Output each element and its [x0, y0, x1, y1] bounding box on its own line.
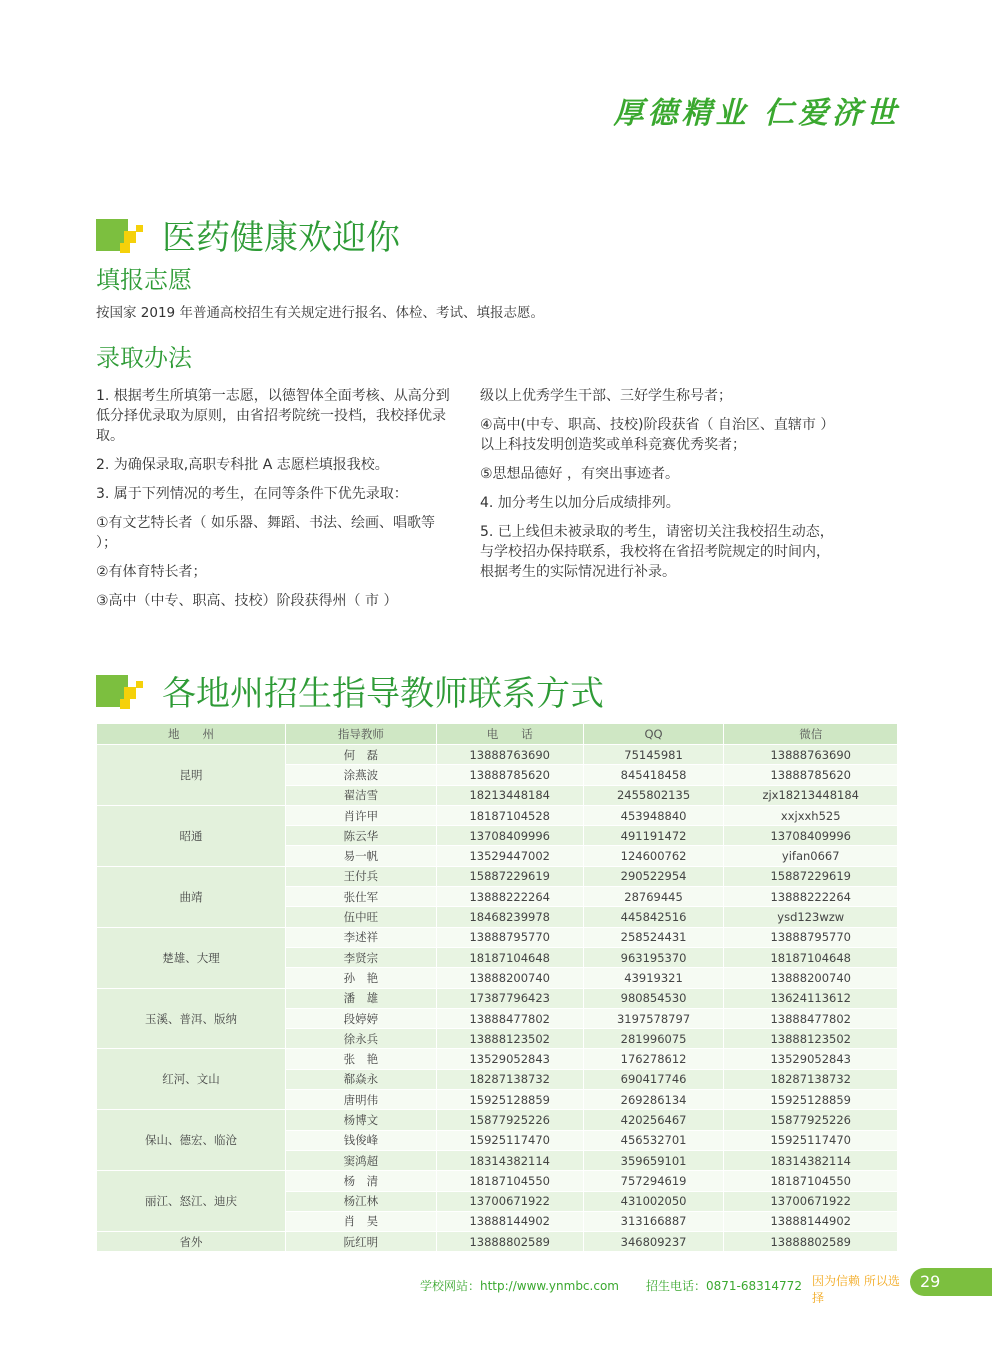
qq-cell: 453948840: [583, 805, 724, 825]
teacher-cell: 王付兵: [286, 866, 437, 886]
phone-cell: 18314382114: [436, 1150, 583, 1170]
teacher-cell: 孙 艳: [286, 968, 437, 988]
qq-cell: 313166887: [583, 1211, 724, 1231]
teacher-cell: 陈云华: [286, 826, 437, 846]
region-cell: 昭通: [97, 805, 286, 866]
region-cell: 省外: [97, 1232, 286, 1252]
qq-cell: 43919321: [583, 968, 724, 988]
admission-left-column: [96, 386, 452, 620]
wechat-cell: 13624113612: [724, 988, 898, 1008]
section-square-icon: [96, 673, 150, 709]
wechat-cell: 13888785620: [724, 765, 898, 785]
motto: 厚德精业 仁爱济世: [613, 96, 900, 131]
wechat-cell: xxjxxh525: [724, 805, 898, 825]
phone-cell: 13888123502: [436, 1029, 583, 1049]
wechat-cell: 13700671922: [724, 1191, 898, 1211]
wechat-cell: zjx18213448184: [724, 785, 898, 805]
phone-cell: 15925117470: [436, 1130, 583, 1150]
phone-cell: 13888144902: [436, 1211, 583, 1231]
region-cell: 昆明: [97, 745, 286, 806]
region-cell: 丽江、怒江、迪庆: [97, 1171, 286, 1232]
teacher-cell: 涂燕波: [286, 765, 437, 785]
admission-item: 1. 根据考生所填第一志愿，以德智体全面考核、从高分到低分择优录取为原则，由省招考院统一投档，我校择优录取。: [96, 388, 450, 444]
section-title: 医药健康欢迎你: [162, 218, 400, 258]
qq-cell: 845418458: [583, 765, 724, 785]
phone-cell: 15877925226: [436, 1110, 583, 1130]
wechat-cell: 18287138732: [724, 1069, 898, 1089]
qq-cell: 431002050: [583, 1191, 724, 1211]
table-row: [97, 866, 898, 886]
wechat-cell: 13888123502: [724, 1029, 898, 1049]
teacher-cell: 杨 清: [286, 1171, 437, 1191]
wechat-cell: 13888144902: [724, 1211, 898, 1231]
teacher-cell: 肖许甲: [286, 805, 437, 825]
qq-cell: 445842516: [583, 907, 724, 927]
qq-cell: 456532701: [583, 1130, 724, 1150]
footer: [0, 1272, 992, 1305]
phone-cell: 13888802589: [436, 1232, 583, 1252]
teacher-cell: 李贤宗: [286, 947, 437, 967]
phone-cell: 13888795770: [436, 927, 583, 947]
teacher-cell: 肖 昊: [286, 1211, 437, 1231]
teacher-cell: 张仕军: [286, 887, 437, 907]
section-title: 各地州招生指导教师联系方式: [162, 674, 604, 714]
apply-text: 按国家 2019 年普通高校招生有关规定进行报名、体检、考试、填报志愿。: [96, 305, 544, 321]
qq-cell: 3197578797: [583, 1008, 724, 1028]
admission-title: 录取办法: [96, 344, 192, 372]
phone-cell: 18468239978: [436, 907, 583, 927]
teacher-cell: 唐明伟: [286, 1090, 437, 1110]
wechat-cell: 13529052843: [724, 1049, 898, 1069]
section-square-icon: [96, 217, 150, 253]
phone-cell: 13888222264: [436, 887, 583, 907]
wechat-cell: 13888222264: [724, 887, 898, 907]
teacher-cell: 段婷婷: [286, 1008, 437, 1028]
qq-cell: 290522954: [583, 866, 724, 886]
qq-cell: 346809237: [583, 1232, 724, 1252]
phone-cell: 13888785620: [436, 765, 583, 785]
wechat-cell: 13708409996: [724, 826, 898, 846]
qq-cell: 757294619: [583, 1171, 724, 1191]
qq-cell: 281996075: [583, 1029, 724, 1049]
wechat-cell: yifan0667: [724, 846, 898, 866]
admission-item: 5. 已上线但未被录取的考生，请密切关注我校招生动态，与学校招办保持联系，我校将在省招考院规定的时间内，根据考生的实际情况进行补录。: [480, 524, 834, 580]
qq-cell: 980854530: [583, 988, 724, 1008]
teacher-cell: 杨博文: [286, 1110, 437, 1130]
admission-item: ②有体育特长者；: [96, 564, 207, 580]
teacher-cell: 窦鸿超: [286, 1150, 437, 1170]
phone-cell: 13529052843: [436, 1049, 583, 1069]
wechat-cell: 18187104648: [724, 947, 898, 967]
table-row: [97, 1232, 898, 1252]
teacher-cell: 何 磊: [286, 745, 437, 765]
teacher-cell: 张 艳: [286, 1049, 437, 1069]
teacher-cell: 李述祥: [286, 927, 437, 947]
column-header: 地 州: [97, 724, 286, 745]
teacher-cell: 伍中旺: [286, 907, 437, 927]
qq-cell: 75145981: [583, 745, 724, 765]
qq-cell: 269286134: [583, 1090, 724, 1110]
column-header: QQ: [583, 724, 724, 745]
region-cell: 红河、文山: [97, 1049, 286, 1110]
table-body: [97, 745, 898, 1252]
page-number: 29: [920, 1272, 941, 1291]
teacher-cell: 阮红明: [286, 1232, 437, 1252]
teacher-cell: 易一帆: [286, 846, 437, 866]
admission-item: 级以上优秀学生干部、三好学生称号者；: [480, 388, 732, 404]
table-row: [97, 1171, 898, 1191]
admission-right-column: [480, 386, 836, 591]
teacher-cell: 钱俊峰: [286, 1130, 437, 1150]
phone-cell: 13888477802: [436, 1008, 583, 1028]
wechat-cell: 15877925226: [724, 1110, 898, 1130]
column-header: 微信: [724, 724, 898, 745]
qq-cell: 491191472: [583, 826, 724, 846]
contact-table: [96, 723, 898, 1252]
qq-cell: 176278612: [583, 1049, 724, 1069]
wechat-cell: 15887229619: [724, 866, 898, 886]
wechat-cell: 13888802589: [724, 1232, 898, 1252]
wechat-cell: 13888763690: [724, 745, 898, 765]
column-header: 指导教师: [286, 724, 437, 745]
phone-cell: 18187104550: [436, 1171, 583, 1191]
region-cell: 玉溪、普洱、版纳: [97, 988, 286, 1049]
admission-item: ④高中(中专、职高、技校)阶段获省（ 自治区、直辖市 ） 以上科技发明创造奖或单科竞赛优秀奖者；: [480, 417, 835, 453]
table-row: [97, 927, 898, 947]
phone-cell: 18213448184: [436, 785, 583, 805]
phone-cell: 13888200740: [436, 968, 583, 988]
admission-item: 2. 为确保录取,高职专科批 A 志愿栏填报我校。: [96, 457, 389, 473]
table-row: [97, 1049, 898, 1069]
admission-item: 4. 加分考生以加分后成绩排列。: [480, 495, 680, 511]
qq-cell: 963195370: [583, 947, 724, 967]
phone-cell: 13888763690: [436, 745, 583, 765]
school-website[interactable]: 学校网站：http://www.ynmbc.com: [420, 1279, 619, 1293]
phone-cell: 18187104528: [436, 805, 583, 825]
phone-cell: 18287138732: [436, 1069, 583, 1089]
table-row: [97, 805, 898, 825]
qq-cell: 420256467: [583, 1110, 724, 1130]
phone-cell: 17387796423: [436, 988, 583, 1008]
qq-cell: 258524431: [583, 927, 724, 947]
admission-phone: 招生电话：0871-68314772: [646, 1279, 802, 1293]
region-cell: 保山、德宏、临沧: [97, 1110, 286, 1171]
apply-title: 填报志愿: [96, 266, 192, 294]
phone-cell: 13708409996: [436, 826, 583, 846]
section-header-welcome: [96, 210, 400, 259]
phone-cell: 15925128859: [436, 1090, 583, 1110]
phone-cell: 15887229619: [436, 866, 583, 886]
table-row: [97, 1110, 898, 1130]
table-row: [97, 988, 898, 1008]
wechat-cell: 13888795770: [724, 927, 898, 947]
qq-cell: 359659101: [583, 1150, 724, 1170]
wechat-cell: 18314382114: [724, 1150, 898, 1170]
teacher-cell: 杨江林: [286, 1191, 437, 1211]
qq-cell: 2455802135: [583, 785, 724, 805]
qq-cell: 124600762: [583, 846, 724, 866]
teacher-cell: 潘 雄: [286, 988, 437, 1008]
admission-item: ③高中（中专、职高、技校）阶段获得州（ 市 ）: [96, 593, 398, 609]
qq-cell: 690417746: [583, 1069, 724, 1089]
phone-cell: 13700671922: [436, 1191, 583, 1211]
column-header: 电 话: [436, 724, 583, 745]
table-row: [97, 745, 898, 765]
admission-item: ⑤思想品德好 ，有突出事迹者。: [480, 466, 680, 482]
admission-item: 3. 属于下列情况的考生，在同等条件下优先录取：: [96, 486, 408, 502]
teacher-cell: 徐永兵: [286, 1029, 437, 1049]
wechat-cell: ysd123wzw: [724, 907, 898, 927]
phone-cell: 13529447002: [436, 846, 583, 866]
trust-logo: 因为信赖 所以选择: [812, 1274, 900, 1305]
wechat-cell: 13888200740: [724, 968, 898, 988]
qq-cell: 28769445: [583, 887, 724, 907]
table-header-row: [97, 724, 898, 745]
wechat-cell: 15925117470: [724, 1130, 898, 1150]
wechat-cell: 18187104550: [724, 1171, 898, 1191]
admission-item: ①有文艺特长者（ 如乐器、舞蹈、书法、绘画、唱歌等 ）；: [96, 515, 435, 551]
region-cell: 楚雄、大理: [97, 927, 286, 988]
wechat-cell: 13888477802: [724, 1008, 898, 1028]
teacher-cell: 郗焱永: [286, 1069, 437, 1089]
section-header-contacts: [96, 666, 604, 715]
phone-cell: 18187104648: [436, 947, 583, 967]
region-cell: 曲靖: [97, 866, 286, 927]
teacher-cell: 翟洁雪: [286, 785, 437, 805]
wechat-cell: 15925128859: [724, 1090, 898, 1110]
